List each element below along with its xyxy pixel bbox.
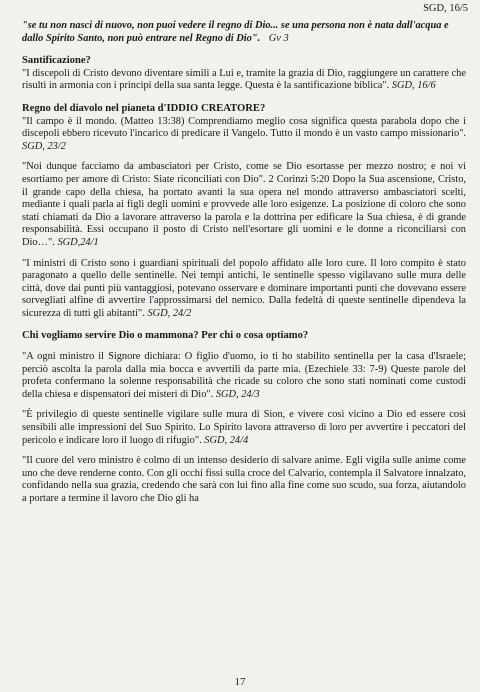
intro-quote-text: "se tu non nasci di nuovo, non puoi vedere il regno di Dio... se una persona non è nata dall'acqua e dallo Spirito Santo, non può entrare nel Regno di Dio".: [22, 20, 449, 44]
paragraph-text: "Il campo è il mondo. (Matteo 13:38) Comprendiamo meglio cosa significa questa parabola dopo che i discepoli ebbero ricevuto l'incarico di predicare il Vangelo. Tutto il mondo è un vasto campo missionario".: [22, 115, 466, 140]
section-regno-del-diavolo: [22, 103, 466, 321]
section-heading: Chi vogliamo servire Dio o mammona? Per chi o cosa optiamo?: [22, 330, 309, 342]
paragraph: [22, 116, 466, 154]
paragraph: [22, 68, 466, 93]
paragraph-text: "I ministri di Cristo sono i guardiani spirituali del popolo affidato alle loro cure. Il loro compito è stato paragonato a quello delle sentinelle. Nei tempi antichi, le sentinelle spesso vigilavano sulle mura delle città, dove dai punti più vantaggiosi, potevano osservare e dominare importanti punti che dovevano essere sorvegliati alfine di avvertire l'approssimarsi del nemico. Dalla fedeltà di queste sentinelle dipendeva la sicurezza di tutti gli abitanti".: [22, 257, 466, 319]
paragraph-ref: SGD, 24/4: [204, 434, 249, 446]
paragraph-text: "Noi dunque facciamo da ambasciatori per Cristo, come se Dio esortasse per mezzo nostro; e noi vi esortiamo per amore di Cristo: Siate riconciliati con Dio". 2 Corinzi 5:20 Dopo la Sua ascensione, Cristo, il grande capo della chiesa, ha portato avanti la sua opera nel mondo attraverso ambasciatori scelti, mediante i quali parla ai figli degli uomini e provvede alle loro esigenze. La posizione di coloro che sono stati chiamati da Dio a lavorare attraverso la parola e la dottrina per edificare la Sua chiesa, è di grande responsabilità. Essi occupano il posto di Cristo nell'esortare gli uomini e le donne a riconciliarsi con Dio…".: [22, 161, 466, 248]
paragraph-text: "È privilegio di queste sentinelle vigilare sulle mura di Sion, e vivere così vicino a Dio ed essere così sensibili alle impressioni del Suo Spirito. Lo Spirito lavora attraverso di loro per avvertire i peccatori del pericolo e indicare loro il luogo di rifugio".: [22, 409, 466, 446]
section-heading: Santificazione?: [22, 55, 91, 67]
section-heading: Regno del diavolo nel pianeta d'IDDIO CREATORE?: [22, 102, 266, 114]
page-number: 17: [234, 676, 246, 688]
paragraph-ref: SGD,24/1: [57, 236, 99, 248]
paragraph-ref: SGD, 24/2: [147, 307, 192, 319]
paragraph-ref: SGD, 16/6: [391, 80, 436, 92]
paragraph: [22, 258, 466, 321]
paragraph-ref: SGD, 24/3: [215, 388, 260, 400]
intro-quote-ref: Gv 3: [268, 32, 289, 44]
paragraph: [22, 351, 466, 401]
header-reference: SGD, 16/5: [423, 3, 468, 14]
paragraph-text: "Il cuore del vero ministro è colmo di un intenso desiderio di salvare anime. Egli vigila sulle anime come uno che deve renderne conto. Con gli occhi fissi sulla croce del Calvario, contempla il Salvatore innalzato, confidando nella sua grazia, credendo che sarà con lui fino alla fine come suo scudo, sua forza, aiutandolo a portare a termine il lavoro che Dio gli ha: [22, 455, 466, 504]
paragraph: [22, 409, 466, 447]
paragraph: [22, 161, 466, 249]
paragraph-text: "I discepoli di Cristo devono diventare simili a Lui e, tramite la grazia di Dio, raggiungere un carattere che risulti in armonia con i princìpi della sua santa legge. Questa è la santificazione biblica".: [22, 67, 466, 92]
paragraph: [22, 455, 466, 505]
intro-quote: [22, 20, 466, 45]
section-dio-o-mammona: [22, 330, 466, 505]
section-santificazione: [22, 55, 466, 93]
paragraph-ref: SGD, 23/2: [22, 140, 66, 152]
paragraph-text: "A ogni ministro il Signore dichiara: O figlio d'uomo, io ti ho stabilito sentinella per la casa d'Israele; perciò ascolta la parola dalla mia bocca e avvertili da parte mia. (Ezechiele 33: 7-9) Queste parole del profeta confermano la solenne responsabilità che ricade su coloro che sono stati nominati come custodi della chiesa e dispensatori dei misteri di Dio".: [22, 351, 466, 400]
